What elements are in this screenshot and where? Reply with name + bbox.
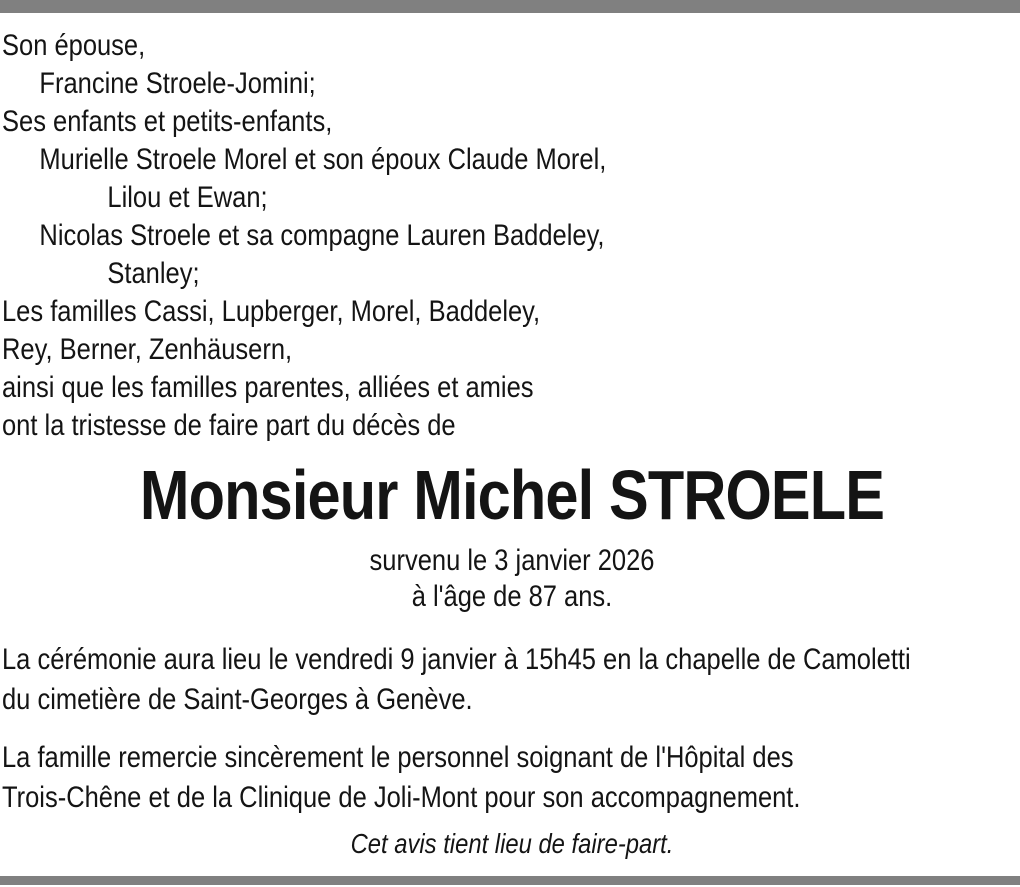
- death-date-line: survenu le 3 janvier 2026: [369, 544, 655, 577]
- bottom-divider-bar: [0, 876, 1020, 885]
- ceremony-line: du cimetière de Saint-Georges à Genève.: [2, 683, 473, 716]
- family-line: Son épouse,: [2, 29, 146, 62]
- family-line: Rey, Berner, Zenhäusern,: [2, 333, 293, 366]
- family-line: Les familles Cassi, Lupberger, Morel, Baddeley,: [2, 295, 541, 328]
- death-details: [2, 543, 1020, 615]
- thanks-line: La famille remercie sincèrement le personnel soignant de l'Hôpital des: [2, 741, 794, 774]
- deceased-name: Monsieur Michel STROELE: [139, 456, 885, 534]
- family-line: Lilou et Ewan;: [107, 181, 268, 214]
- top-divider-bar: [0, 0, 1020, 13]
- family-line: ont la tristesse de faire part du décès de: [2, 409, 456, 442]
- age-line: à l'âge de 87 ans.: [411, 580, 613, 613]
- thanks-line: Trois-Chêne et de la Clinique de Joli-Mont pour son accompagnement.: [2, 781, 801, 814]
- ceremony-paragraph: [2, 640, 1020, 720]
- family-line: Nicolas Stroele et sa compagne Lauren Baddeley,: [39, 219, 605, 252]
- family-line: Stanley;: [107, 257, 200, 290]
- notice-content: [2, 13, 1020, 861]
- family-line: Francine Stroele-Jomini;: [39, 67, 316, 100]
- family-line: Murielle Stroele Morel et son époux Claude Morel,: [39, 143, 607, 176]
- thanks-paragraph: [2, 738, 1020, 818]
- family-line: ainsi que les familles parentes, alliées et amies: [2, 371, 534, 404]
- ceremony-line: La cérémonie aura lieu le vendredi 9 janvier à 15h45 en la chapelle de Camoletti: [2, 643, 911, 676]
- family-list: [2, 27, 1020, 445]
- family-line: Ses enfants et petits-enfants,: [2, 105, 333, 138]
- legal-note: Cet avis tient lieu de faire-part.: [350, 828, 674, 859]
